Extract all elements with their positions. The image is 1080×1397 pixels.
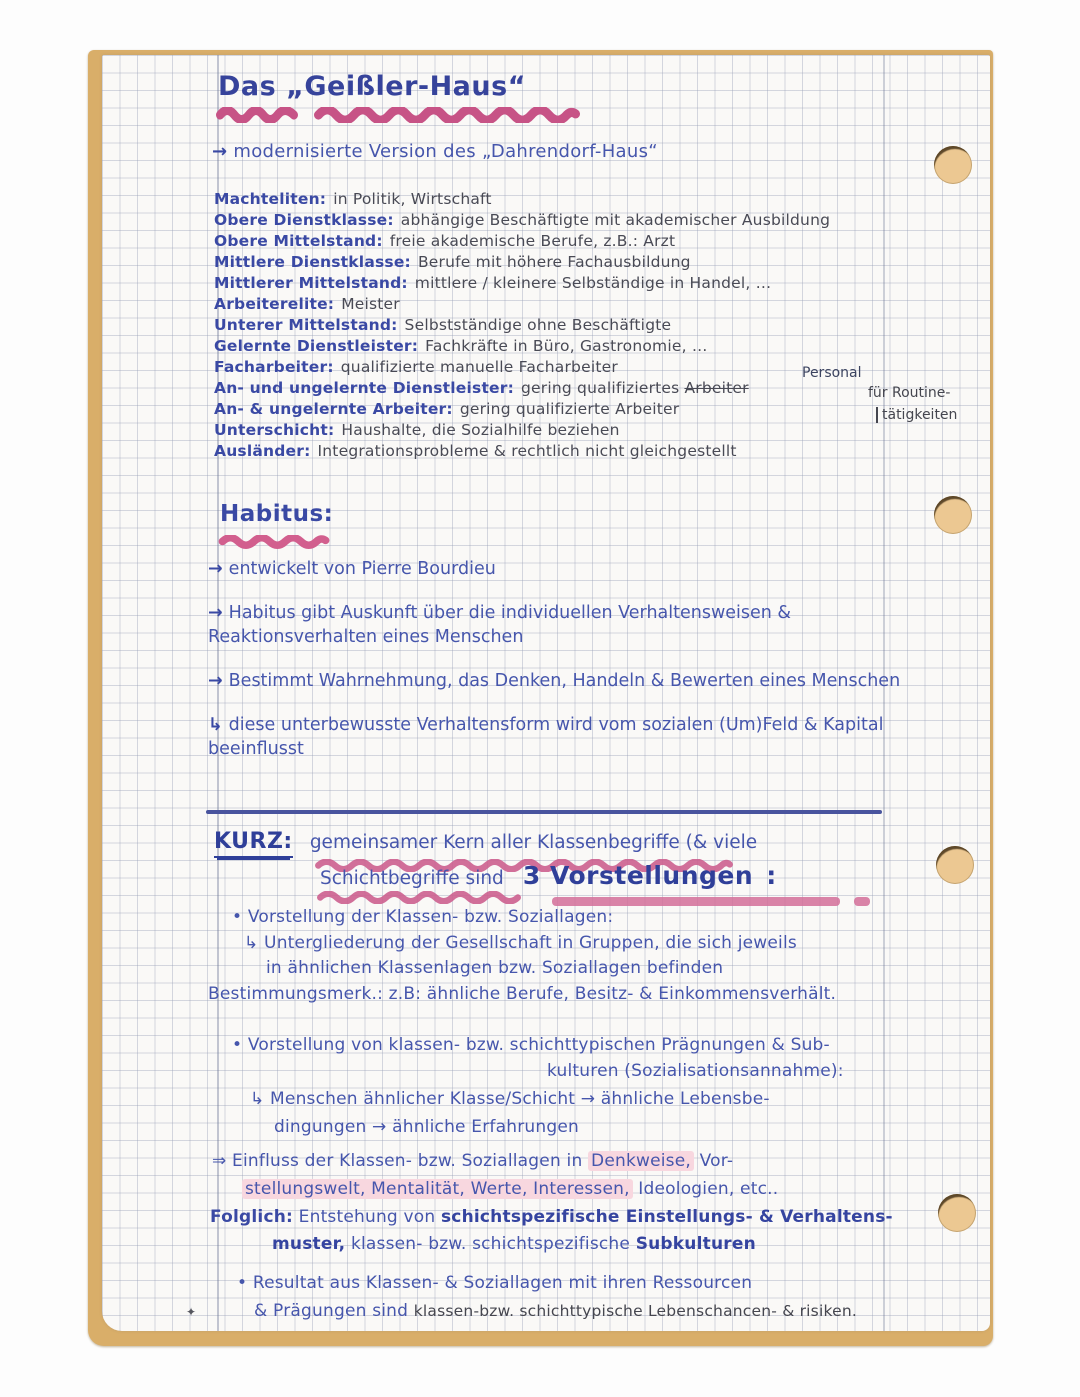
kurz-heading-row [214, 829, 757, 854]
class-description: gering qualifizierte Arbeiter [459, 400, 680, 418]
folglich2-mid: klassen- bzw. schichtspezifische [345, 1234, 636, 1254]
class-row [214, 399, 830, 420]
class-row [214, 252, 830, 273]
marker-underline [552, 897, 840, 906]
resultat-line1: • Resultat aus Klassen- & Soziallagen mit ihren Ressourcen [237, 1273, 753, 1293]
folglich2-bold2: Subkulturen [635, 1234, 756, 1254]
resultat2-pre: & Prägungen sind [254, 1301, 414, 1321]
wavy-underline [314, 107, 580, 123]
highlighted-text: Denkweise, [588, 1151, 694, 1171]
habitus-point [208, 669, 908, 693]
resultat-line2 [254, 1301, 857, 1321]
page-title: Das „Geißler-Haus“ [218, 71, 526, 102]
class-description: Haushalte, die Sozialhilfe beziehen [341, 421, 620, 439]
class-description: Meister [341, 295, 400, 313]
class-label: Unterer Mittelstand: [214, 316, 398, 334]
resultat2-dark: klassen-bzw. schichttypische Lebenschancen- & risiken. [413, 1302, 857, 1320]
class-label: Arbeiterelite: [214, 295, 335, 313]
class-row [214, 273, 830, 294]
class-row [214, 294, 830, 315]
class-structure-list [214, 189, 830, 462]
pen-mark: ✦ [186, 1305, 197, 1319]
sub-line: in ähnlichen Klassenlagen bzw. Soziallagen befinden [266, 958, 724, 978]
margin-note-line2: tätigkeiten [876, 407, 957, 423]
habitus-point [208, 557, 908, 581]
bullet-line-cont: kulturen (Sozialisationsannahme): [547, 1061, 844, 1081]
habitus-point [208, 713, 908, 761]
habitus-point-text: diese unterbewusste Verhaltensform wird vom sozialen (Um)Feld & Kapital beeinflusst [208, 715, 884, 759]
class-description: in Politik, Wirtschaft [333, 190, 492, 208]
class-description: Integrationsprobleme & rechtlich nicht gleichgestellt [317, 442, 737, 460]
habitus-point [208, 601, 908, 649]
arrow-icon: → [212, 141, 228, 162]
sub-line: dingungen → ähnliche Erfahrungen [274, 1117, 579, 1137]
arrow-icon: → [208, 671, 223, 691]
punch-hole [934, 146, 972, 184]
arrow-icon: → [208, 603, 223, 623]
folglich-pre: Entstehung von [293, 1207, 441, 1227]
sub-line: ↳ Menschen ähnlicher Klasse/Schicht → ähnliche Lebensbe- [250, 1089, 770, 1109]
class-description: Fachkräfte in Büro, Gastronomie, … [425, 337, 708, 355]
wavy-underline [218, 535, 330, 549]
class-description: Berufe mit höhere Fachausbildung [417, 253, 691, 271]
section-divider-line [206, 810, 882, 814]
habitus-point-text: entwickelt von Pierre Bourdieu [228, 559, 496, 579]
highlighted-text: stellungswelt, Mentalität, Werte, Interessen, [242, 1179, 633, 1199]
einfluss-line2 [242, 1179, 778, 1199]
punch-hole [938, 1194, 976, 1232]
class-label: Mittlere Dienstklasse: [214, 253, 411, 271]
class-row [214, 231, 830, 252]
bullet-line: • Vorstellung der Klassen- bzw. Soziallagen: [232, 907, 614, 927]
folglich2-bold: muster, [272, 1234, 346, 1254]
folglich-bold: schichtspezifische Einstellungs- & Verhaltens- [440, 1207, 893, 1227]
class-label: Unterschicht: [214, 421, 335, 439]
class-description: Selbstständige ohne Beschäftigte [404, 316, 672, 334]
class-label: An- und ungelernte Dienstleister: [214, 379, 515, 397]
class-row [214, 357, 830, 378]
class-label: Obere Mittelstand: [214, 232, 383, 250]
class-row [214, 336, 830, 357]
squared-paper [102, 55, 990, 1331]
kurz-intro-line1: gemeinsamer Kern aller Klassenbegriffe (& viele [309, 832, 758, 853]
class-description: qualifizierte manuelle Facharbeiter [340, 358, 618, 376]
arrow-icon: → [208, 559, 223, 579]
wavy-underline [216, 107, 298, 123]
class-label: Obere Dienstklasse: [214, 211, 394, 229]
merkmal-line: Bestimmungsmerk.: z.B: ähnliche Berufe, Besitz- & Einkommensverhält. [208, 984, 837, 1004]
kurz-label: KURZ: [214, 829, 293, 858]
einfluss-line1 [212, 1151, 733, 1171]
wavy-underline [316, 891, 522, 904]
class-label: Machteliten: [214, 190, 327, 208]
habitus-point-text: Habitus gibt Auskunft über die individuellen Verhaltensweisen & Reaktionsverhalten eines Menschen [208, 603, 792, 647]
class-row [214, 441, 830, 462]
class-description: abhängige Beschäftigte mit akademischer Ausbildung [400, 211, 831, 229]
class-label: Mittlerer Mittelstand: [214, 274, 408, 292]
bullet-line: • Vorstellung von klassen- bzw. schichttypischen Prägnungen & Sub- [232, 1035, 830, 1055]
class-label: Ausländer: [214, 442, 311, 460]
class-label: Gelernte Dienstleister: [214, 337, 419, 355]
habitus-heading: Habitus: [220, 501, 334, 527]
class-label: An- & ungelernte Arbeiter: [214, 400, 453, 418]
margin-note-line1: für Routine- [868, 385, 951, 401]
einfluss-post: Vor- [694, 1151, 734, 1171]
kurz-intro-line2: Schichtbegriffe sind [320, 868, 504, 889]
struck-word: Arbeiter [684, 379, 749, 397]
subtitle-text: modernisierte Version des „Dahrendorf-Haus“ [233, 141, 658, 162]
kurz-heading-row2 [320, 861, 777, 890]
subtitle [212, 141, 658, 162]
punch-hole [934, 496, 972, 534]
inserted-word: Personal [802, 365, 862, 381]
class-description: mittlere / kleinere Selbständige in Handel, … [414, 274, 772, 292]
kurz-colon: : [766, 861, 777, 890]
class-row [214, 210, 830, 231]
kurz-big-text: 3 Vorstellungen [522, 861, 754, 890]
folglich-line1 [210, 1207, 893, 1227]
class-description: gering qualifiziertes [521, 379, 680, 397]
class-row [214, 315, 830, 336]
punch-hole [936, 846, 974, 884]
class-row [214, 189, 830, 210]
class-row [214, 378, 830, 399]
class-row [214, 420, 830, 441]
einfluss2-post: Ideologien, etc.. [632, 1179, 779, 1199]
class-label: Facharbeiter: [214, 358, 334, 376]
folglich-line2 [272, 1234, 756, 1254]
arrow-icon: ↳ [208, 715, 223, 735]
marker-underline [854, 897, 870, 906]
habitus-points [208, 557, 908, 781]
folglich-label: Folglich: [210, 1207, 294, 1227]
habitus-point-text: Bestimmt Wahrnehmung, das Denken, Handeln & Bewerten eines Menschen [228, 671, 901, 691]
einfluss-pre: ⇒ Einfluss der Klassen- bzw. Soziallagen in [212, 1151, 589, 1171]
sub-line: ↳ Untergliederung der Gesellschaft in Gruppen, die sich jeweils [244, 933, 797, 953]
class-description: freie akademische Berufe, z.B.: Arzt [389, 232, 676, 250]
